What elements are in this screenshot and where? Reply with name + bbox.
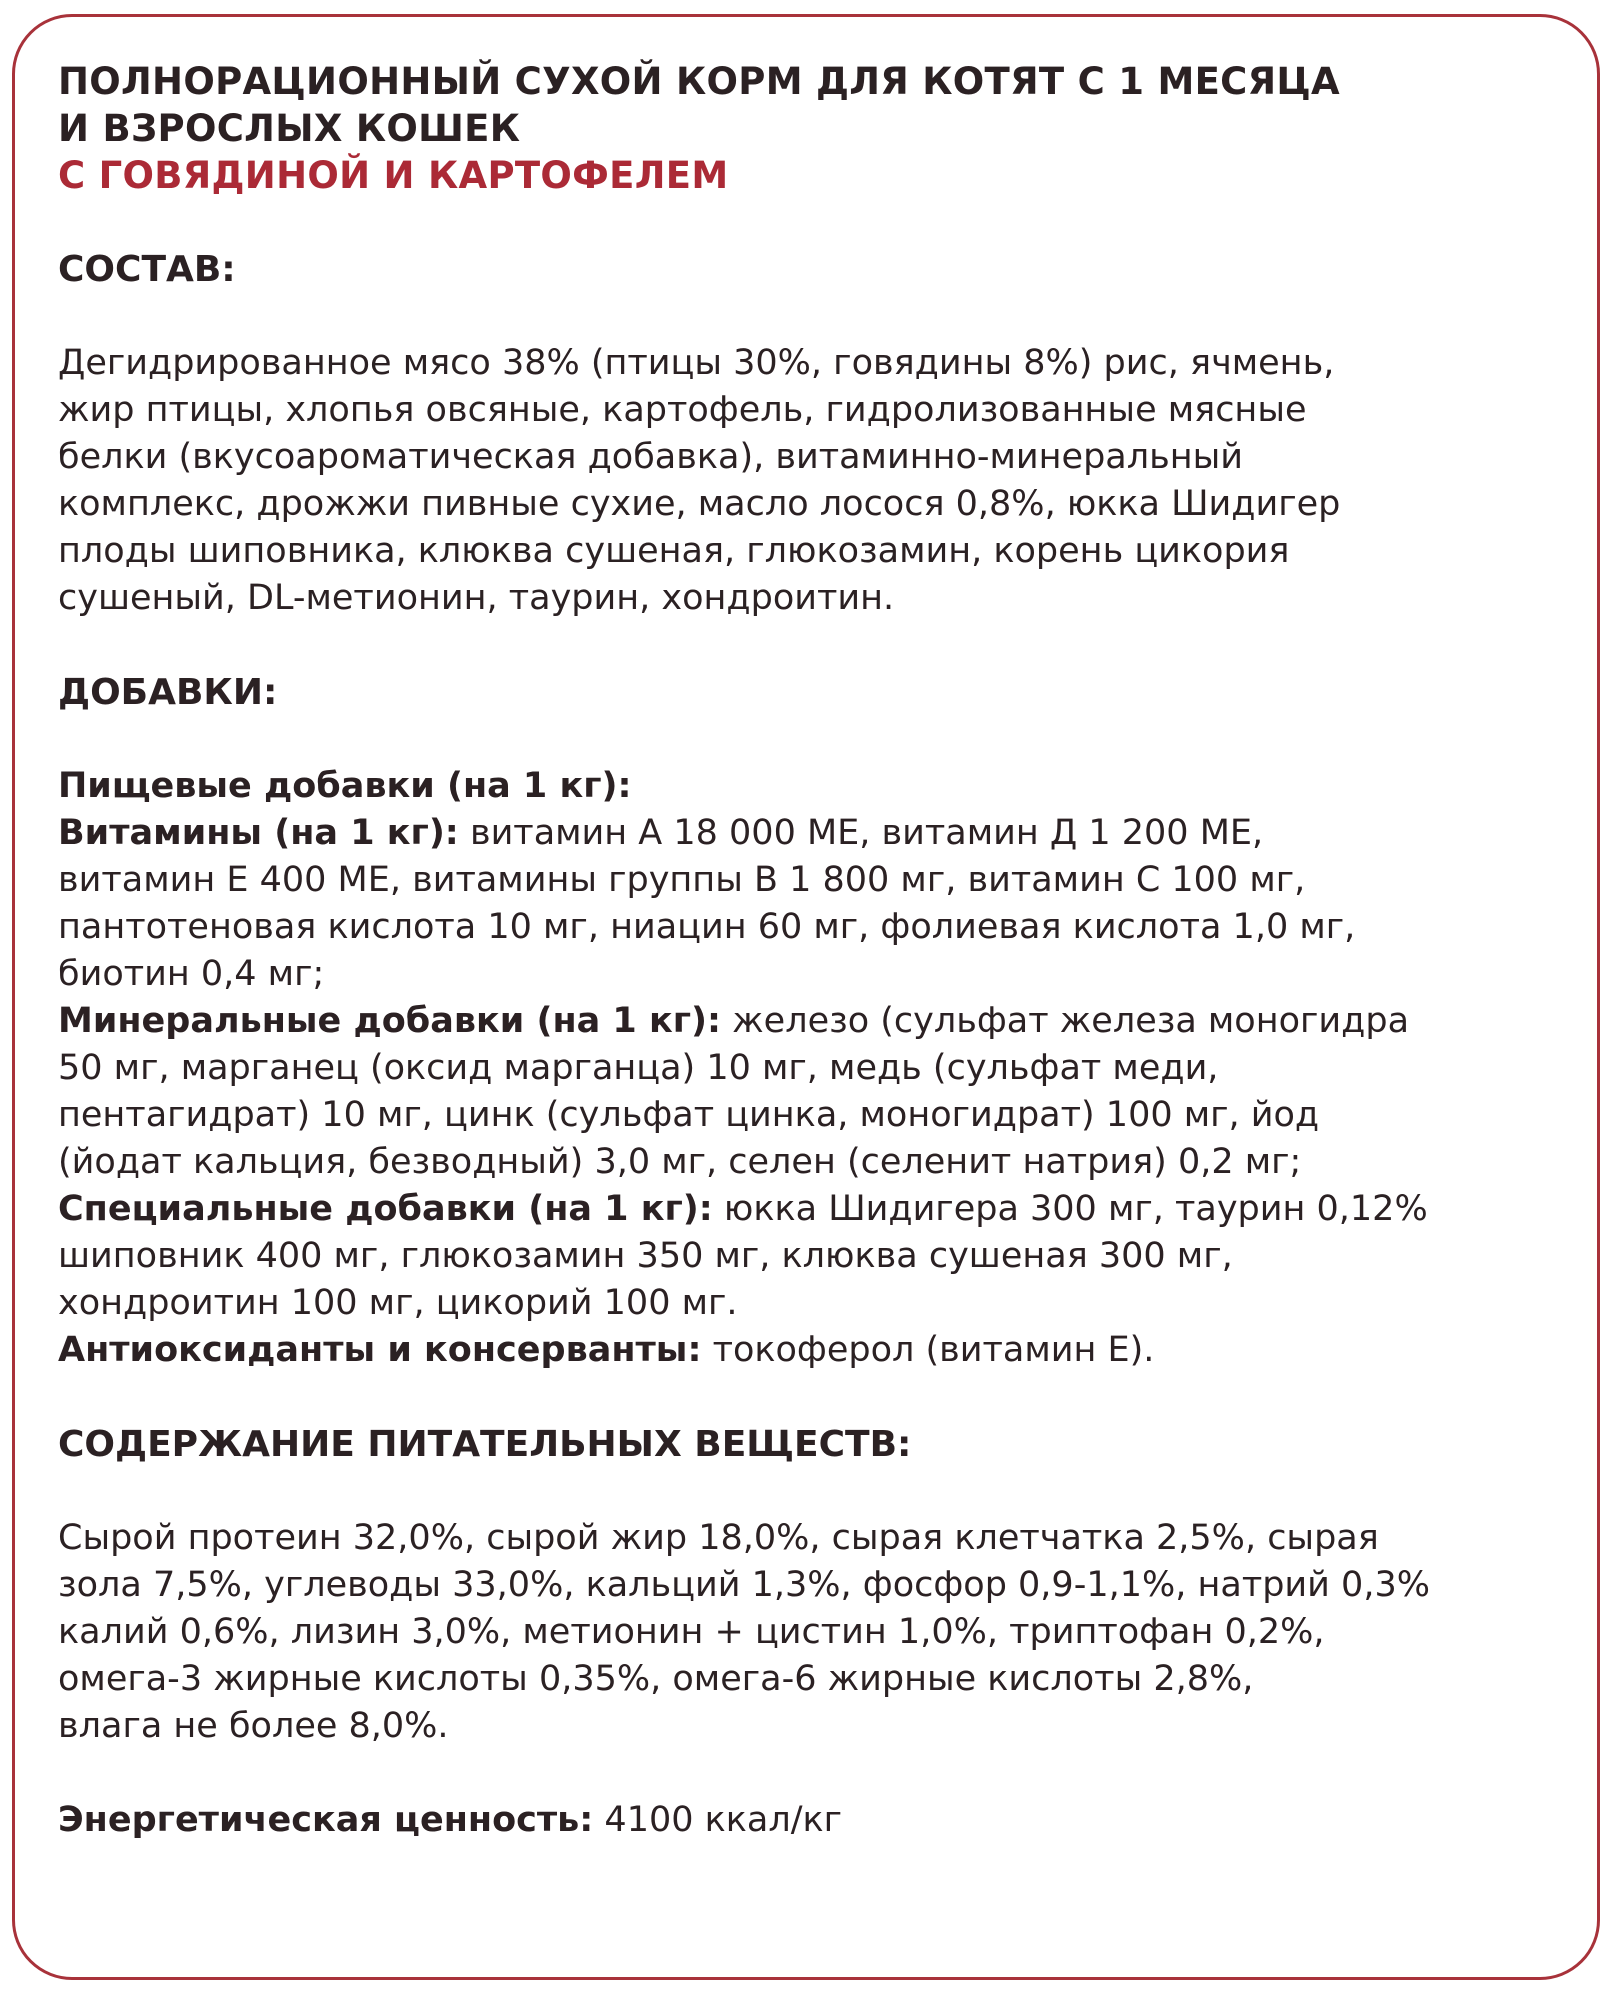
additives-text [58,763,1558,1374]
vitamins-line [58,810,1558,857]
nutrients-text [58,1515,1558,1750]
composition-line: белки (вкусоароматическая добавка), витаминно-минеральный [58,437,1244,477]
antioxidants-text: токоферол (витамин Е). [701,1330,1155,1370]
minerals-line: пентагидрат) 10 мг, цинк (сульфат цинка, моногидрат) 100 мг, йод [58,1095,1320,1135]
energy-value: 4100 ккал/кг [593,1800,843,1840]
composition-text [58,340,1558,622]
composition-line: комплекс, дрожжи пивные сухие, масло лосося 0,8%, юкка Шидигер [58,484,1341,524]
antioxidants-line [58,1327,1558,1374]
title-line-2: И ВЗРОСЛЫХ КОШЕК [58,107,521,150]
nutrients-line: калий 0,6%, лизин 3,0%, метионин + цистин 1,0%, триптофан 0,2%, [58,1612,1325,1652]
nutrients-line: зола 7,5%, углеводы 33,0%, кальций 1,3%, фосфор 0,9-1,1%, натрий 0,3% [58,1565,1430,1605]
energy-label: Энергетическая ценность: [58,1800,594,1840]
composition-line: плоды шиповника, клюква сушеная, глюкозамин, корень цикория [58,531,1290,571]
nutrients-line: Сырой протеин 32,0%, сырой жир 18,0%, сырая клетчатка 2,5%, сырая [58,1518,1379,1558]
additives-heading: ДОБАВКИ: [58,672,278,713]
vitamins-text: витамин А 18 000 МЕ, витамин Д 1 200 МЕ, [458,813,1264,853]
minerals-line [58,998,1558,1045]
minerals-line: 50 мг, марганец (оксид марганца) 10 мг, медь (сульфат меди, [58,1048,1219,1088]
composition-heading: СОСТАВ: [58,249,236,290]
minerals-line: (йодат кальция, безводный) 3,0 мг, селен (селенит натрия) 0,2 мг; [58,1142,1302,1182]
vitamins-line: биотин 0,4 мг; [58,954,325,994]
vitamins-label: Витамины (на 1 кг): [58,813,459,853]
minerals-text: железо (сульфат железа моногидра [721,1001,1410,1041]
label-content [58,58,1558,1844]
composition-line: Дегидрированное мясо 38% (птицы 30%, говядины 8%) рис, ячмень, [58,343,1335,383]
nutrients-heading: СОДЕРЖАНИЕ ПИТАТЕЛЬНЫХ ВЕЩЕСТВ: [58,1424,912,1465]
product-title [58,58,1558,199]
special-line: шиповник 400 мг, глюкозамин 350 мг, клюква сушеная 300 мг, [58,1236,1233,1276]
antioxidants-label: Антиоксиданты и консерванты: [58,1330,702,1370]
energy-line [58,1797,1558,1844]
special-line: хондроитин 100 мг, цикорий 100 мг. [58,1283,738,1323]
vitamins-line: пантотеновая кислота 10 мг, ниацин 60 мг, фолиевая кислота 1,0 мг, [58,907,1356,947]
special-line [58,1186,1558,1233]
composition-line: сушеный, DL-метионин, таурин, хондроитин. [58,578,895,618]
special-label: Специальные добавки (на 1 кг): [58,1189,713,1229]
composition-line: жир птицы, хлопья овсяные, картофель, гидролизованные мясные [58,390,1307,430]
food-additives-label: Пищевые добавки (на 1 кг): [58,766,632,806]
vitamins-line: витамин Е 400 МЕ, витамины группы В 1 800 мг, витамин С 100 мг, [58,860,1306,900]
nutrients-line: омега-3 жирные кислоты 0,35%, омега-6 жирные кислоты 2,8%, [58,1659,1254,1699]
minerals-label: Минеральные добавки (на 1 кг): [58,1001,722,1041]
nutrients-line: влага не более 8,0%. [58,1706,449,1746]
title-accent: С ГОВЯДИНОЙ И КАРТОФЕЛЕМ [58,154,729,197]
title-line-1: ПОЛНОРАЦИОННЫЙ СУХОЙ КОРМ ДЛЯ КОТЯТ С 1 МЕСЯЦА [58,60,1340,103]
special-text: юкка Шидигера 300 мг, таурин 0,12% [712,1189,1428,1229]
